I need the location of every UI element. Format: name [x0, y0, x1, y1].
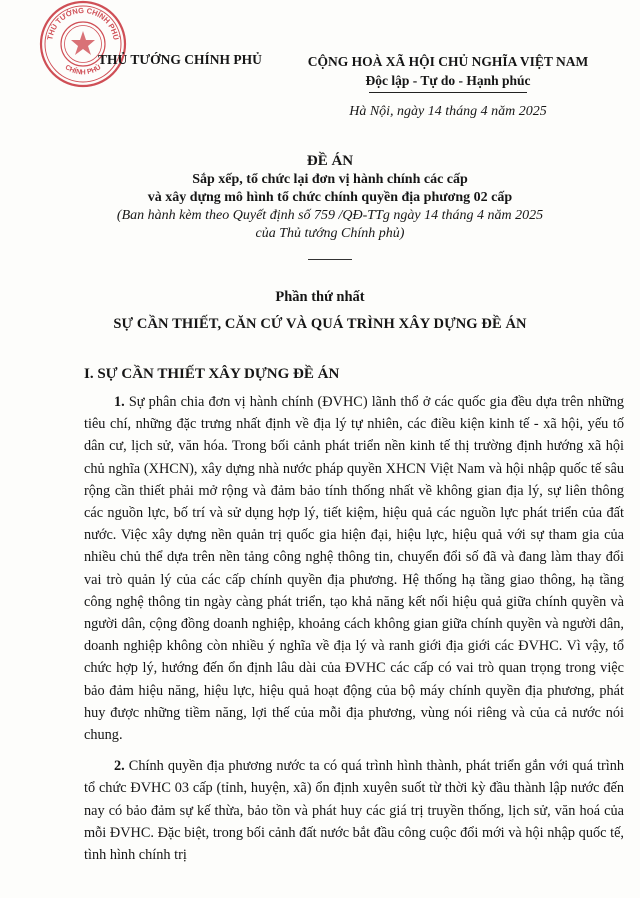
issuance-note-line-2: của Thủ tướng Chính phủ): [255, 226, 405, 241]
document-type: ĐỀ ÁN: [306, 153, 354, 169]
part-heading: SỰ CẦN THIẾT, CĂN CỨ VÀ QUÁ TRÌNH XÂY DỰNG ĐỀ ÁN: [113, 316, 527, 332]
part-title: Phần thứ nhất: [275, 289, 365, 305]
paragraph-text: Chính quyền địa phương nước ta có quá trình hình thành, phát triển gắn với quá trình tổ chức ĐVHC 03 cấp (tỉnh, huyện, xã) ổn định xuyên suốt từ thời kỳ đầu thành lập nước đến nay có bảo đảm sự kế thừa, bảo tồn và phát huy các giá trị truyền thống, lịch sử, văn hoá của mỗi ĐVHC. Đặc biệt, trong bối cảnh đất nước bắt đầu công cuộc đổi mới và hội nhập quốc tế, tình hình chính trị: [84, 758, 624, 864]
paragraph-text: Sự phân chia đơn vị hành chính (ĐVHC) lãnh thổ ở các quốc gia đều dựa trên những tiêu chí, những đặc trưng nhất định về địa lý tự nhiên, các điều kiện kinh tế - xã hội, yếu tố dân cư, lịch sử, văn hóa. Trong bối cảnh phát triển nền kinh tế thị trường định hướng xã hội chủ nghĩa (XHCN), xây dựng nhà nước pháp quyền XHCN Việt Nam và hội nhập quốc tế sâu rộng cần thiết phải mở rộng và đảm bảo tính thống nhất về không gian địa lý, sự liên thông các nguồn lực, bố trí và sử dụng hợp lý, tiết kiệm, hiệu quả các nguồn lực phát triển của đất nước. Việc xây dựng nền quản trị quốc gia hiện đại, hiệu lực, hiệu quả với sự tham gia của nhiều chủ thể dựa trên nền tảng công nghệ thông tin, chuyển đổi số đã và đang làm thay đổi vai trò quản lý của các cấp chính quyền địa phương. Hệ thống hạ tầng giao thông, hạ tầng công nghệ thông tin ngày càng phát triển, tạo khả năng kết nối hiệu quả giữa chính quyền và người dân, cộng đồng doanh nghiệp, khoảng cách không gian giữa chính quyền và người dân, doanh nghiệp không còn nhiều ý nghĩa về địa lý và ranh giới địa giới các ĐVHC. Vì vậy, tổ chức hợp lý, hướng đến ổn định lâu dài của ĐVHC các cấp có vai trò quan trọng trong việc bảo đảm hiệu năng, hiệu lực, hiệu quả hoạt động của bộ máy chính quyền địa phương, phát huy được những tiềm năng, lợi thế của mỗi địa phương, vùng nói riêng và của cả nước nói chung.: [84, 394, 624, 744]
body-text: [84, 391, 624, 875]
paragraph-2: [84, 755, 624, 866]
country-name: CỘNG HOÀ XÃ HỘI CHỦ NGHĨA VIỆT NAM: [307, 54, 589, 69]
document-title-line-2: và xây dựng mô hình tổ chức chính quyền địa phương 02 cấp: [147, 190, 513, 205]
issue-date: Hà Nội, ngày 14 tháng 4 năm 2025: [349, 104, 547, 119]
issuing-agency: THỦ TƯỚNG CHÍNH PHỦ: [98, 52, 262, 67]
document-title-block: [60, 151, 600, 260]
document-header: [0, 0, 640, 119]
paragraph-number: 2.: [114, 758, 125, 775]
issuance-note-line-1: (Ban hành kèm theo Quyết định số 759 /QĐ-TTg ngày 14 tháng 4 năm 2025: [116, 208, 544, 223]
document-title-line-1: Sắp xếp, tổ chức lại đơn vị hành chính các cấp: [192, 172, 468, 187]
national-heading: [278, 52, 618, 90]
title-divider: [308, 259, 352, 260]
svg-text:THỦ TƯỚNG CHÍNH PHỦ: THỦ TƯỚNG CHÍNH PHỦ: [45, 5, 121, 41]
svg-text:CHÍNH PHỦ: CHÍNH PHỦ: [63, 64, 103, 77]
section-heading: I. SỰ CẦN THIẾT XÂY DỰNG ĐỀ ÁN: [84, 366, 340, 382]
paragraph-number: 1.: [114, 394, 125, 410]
paragraph-1: [84, 391, 624, 746]
official-seal-icon: [38, 0, 128, 88]
national-motto: Độc lập - Tự do - Hạnh phúc: [365, 73, 531, 88]
